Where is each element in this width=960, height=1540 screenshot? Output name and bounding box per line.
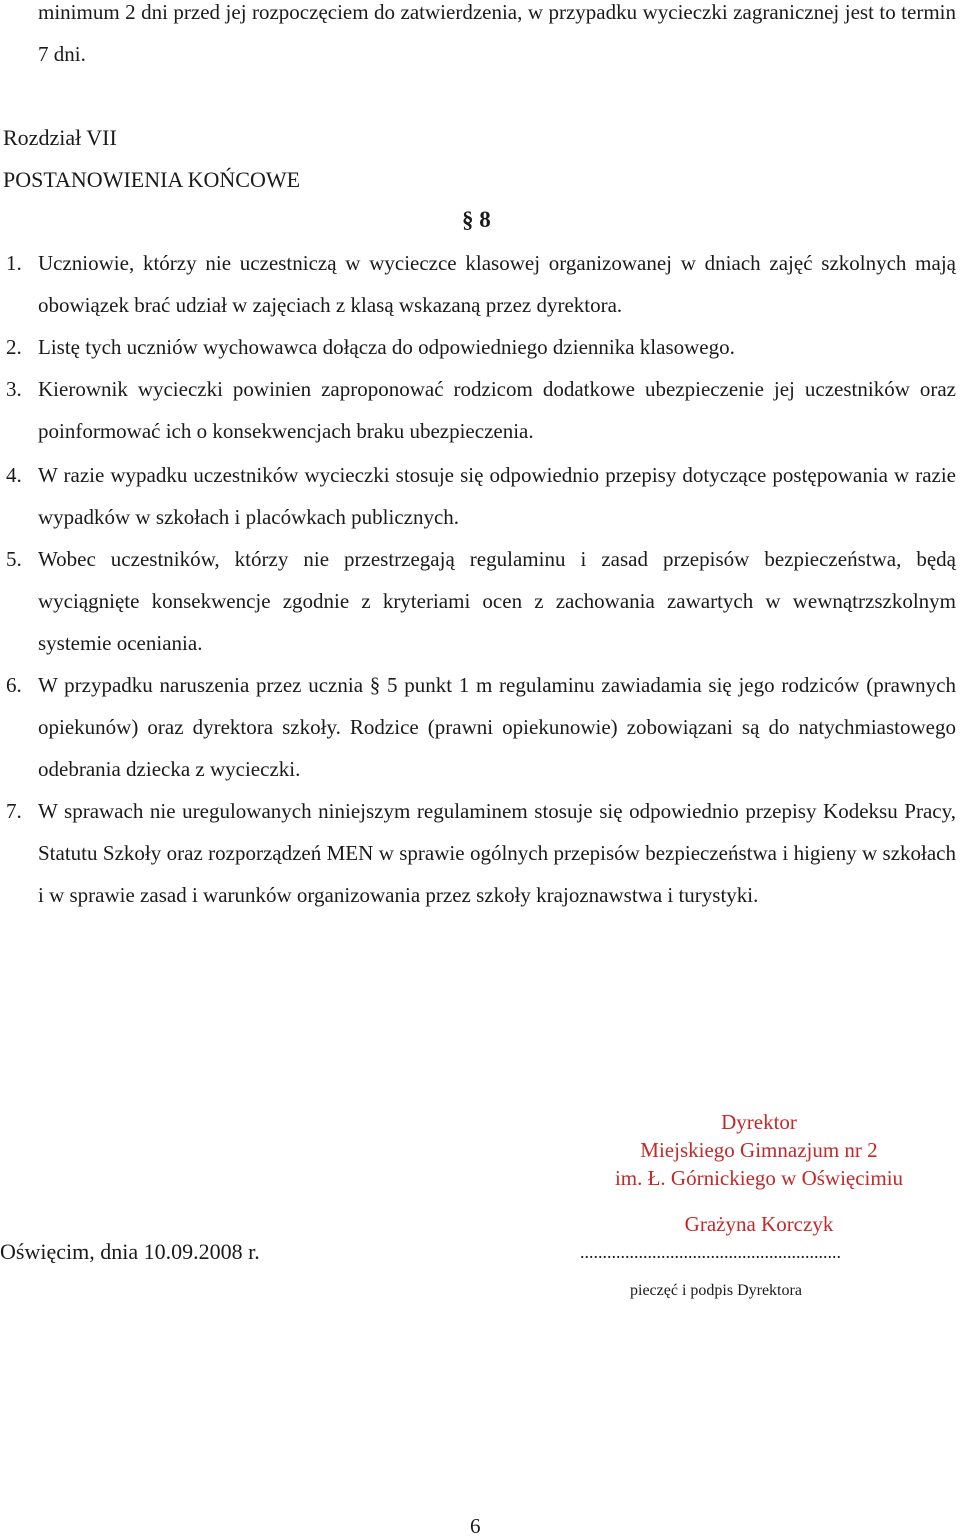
list-item — [6, 368, 956, 452]
stamp-caption: pieczęć i podpis Dyrektora — [630, 1282, 802, 1299]
chapter-title: POSTANOWIENIA KOŃCOWE — [3, 167, 301, 192]
place-and-date: Oświęcim, dnia 10.09.2008 r. — [0, 1239, 260, 1264]
list-item-text: Uczniowie, którzy nie uczestniczą w wycieczce klasowej organizowanej w dniach zajęć szkolnych mają obowiązek brać udział w zajęciach z klasą wskazaną przez dyrektora. — [38, 251, 956, 317]
list-item-number: 1. — [6, 251, 22, 275]
page-number: 6 — [470, 1514, 481, 1538]
signature-title-school: Miejskiego Gimnazjum nr 2 — [640, 1138, 878, 1162]
signature-dotted-line: .......................................................... — [580, 1242, 841, 1262]
list-item-text: Kierownik wycieczki powinien zaproponować rodzicom dodatkowe ubezpieczenie jej uczestników oraz poinformować ich o konsekwencjach braku ubezpieczenia. — [38, 377, 956, 443]
list-item-number: 5. — [6, 547, 22, 571]
list-item — [6, 538, 956, 664]
list-item — [6, 242, 956, 326]
list-item-text: W razie wypadku uczestników wycieczki stosuje się odpowiednio przepisy dotyczące postępowania w razie wypadków w szkołach i placówkach publicznych. — [38, 463, 956, 529]
list-item-text: W przypadku naruszenia przez ucznia § 5 punkt 1 m regulaminu zawiadamia się jego rodziców (prawnych opiekunów) oraz dyrektora szkoły. Rodzice (prawni opiekunowie) zobowiązani są do natychmiastowego odebrania dziecka z wycieczki. — [38, 673, 956, 781]
list-item-number: 6. — [6, 673, 22, 697]
list-item-number: 2. — [6, 335, 22, 359]
chapter-heading: Rozdział VII — [3, 125, 117, 150]
signature-title-director: Dyrektor — [721, 1110, 797, 1134]
list-item — [6, 454, 956, 538]
signature-name: Grażyna Korczyk — [684, 1212, 834, 1236]
signature-title-patron: im. Ł. Górnickiego w Oświęcimiu — [614, 1166, 904, 1190]
list-item-text: W sprawach nie uregulowanych niniejszym regulaminem stosuje się odpowiednio przepisy Kodeksu Pracy, Statutu Szkoły oraz rozporządzeń MEN w sprawie ogólnych przepisów bezpieczeństwa i higieny w szkołach i w sprawie zasad i warunków organizowania przez szkoły krajoznawstwa i turystyki. — [38, 799, 956, 907]
list-item — [6, 664, 956, 790]
list-item-text: Wobec uczestników, którzy nie przestrzegają regulaminu i zasad przepisów bezpieczeństwa, będą wyciągnięte konsekwencje zgodnie z kryteriami ocen z zachowania zawartych w wewnątrzszkolnym systemie oceniania. — [38, 547, 956, 655]
list-item — [6, 326, 956, 368]
list-item-number: 4. — [6, 463, 22, 487]
list-item-number: 3. — [6, 377, 22, 401]
section-mark: § 8 — [462, 207, 491, 232]
list-item-text: Listę tych uczniów wychowawca dołącza do odpowiedniego dziennika klasowego. — [38, 335, 735, 359]
list-item-number: 7. — [6, 799, 22, 823]
intro-paragraph: minimum 2 dni przed jej rozpoczęciem do zatwierdzenia, w przypadku wycieczki zagranicznej jest to termin 7 dni. — [38, 0, 956, 66]
list-item — [6, 790, 956, 916]
